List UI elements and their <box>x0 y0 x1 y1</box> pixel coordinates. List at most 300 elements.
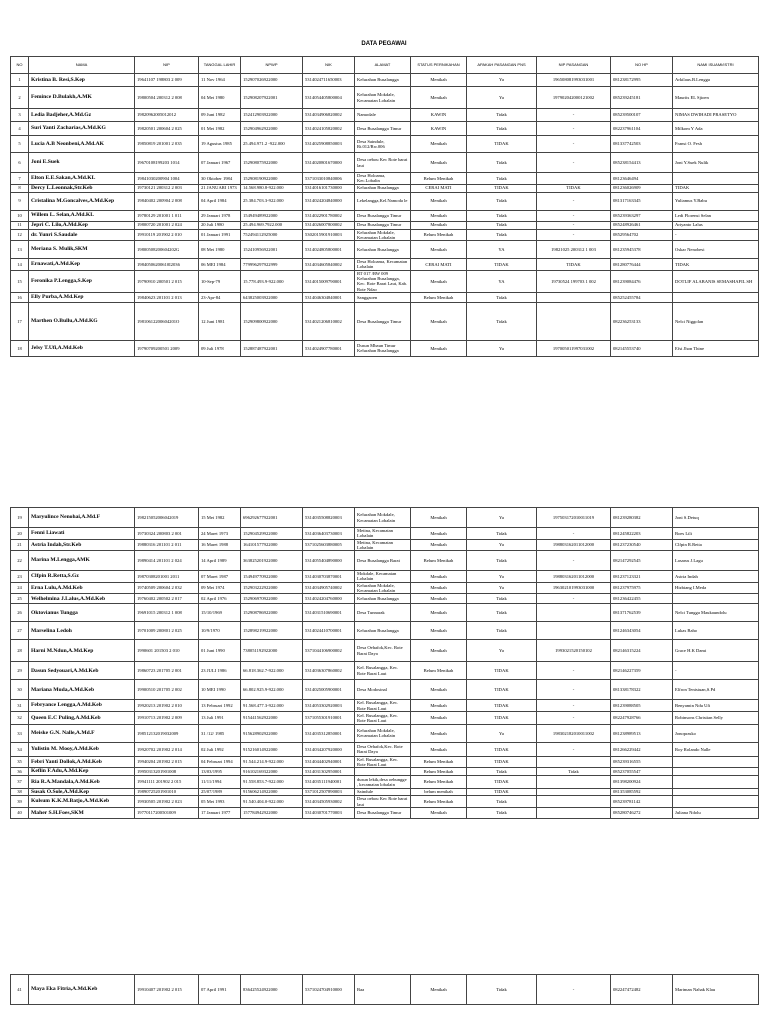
cell-nik: 5314024204760000 <box>303 594 355 604</box>
cell-no: 9 <box>11 192 29 210</box>
cell-pasangan: Arkilaus.B.Lengga <box>673 74 759 87</box>
cell-alamat: Desa Holoama, Kecamatan Lobalain <box>355 259 411 271</box>
cell-nama: Suri Yanti Zacharias,A.Md.KG <box>29 122 135 136</box>
cell-status: Belum Menikah <box>411 796 467 808</box>
cell-nama: Cristalina M.Goncalves,A.Md.Kep <box>29 192 135 210</box>
cell-nip: 19670108199203 1014 <box>135 153 199 173</box>
cell-tgl: 21 JANUARI 1973 <box>199 184 241 192</box>
cell-alamat: Kelurahan Mokdale, Kecamatan Lobalain <box>355 724 411 742</box>
table-row <box>11 788 759 795</box>
employee-table-page-3 <box>10 974 759 1005</box>
cell-tgl: 07 Maret 1987 <box>199 571 241 583</box>
cell-alamat: Desa Busalangga Timur <box>355 807 411 818</box>
cell-status: Menikah <box>411 340 467 356</box>
cell-alamat: Desa Tunnarak <box>355 604 411 622</box>
cell-npwp: 915628902922000 <box>241 724 303 742</box>
cell-nip_p: 19821025 200312 1 003 <box>537 241 611 259</box>
cell-no: 22 <box>11 551 29 571</box>
table-row <box>11 756 759 768</box>
cell-pns: Ya <box>467 340 537 356</box>
table-row <box>11 700 759 712</box>
cell-pns: Tidak <box>467 229 537 241</box>
cell-hp: 085238154413 <box>611 153 673 173</box>
cell-status: Menikah <box>411 192 467 210</box>
cell-pasangan <box>673 768 759 775</box>
table-row <box>11 136 759 153</box>
cell-nama: Elly Purba,A.Md.Kep <box>29 292 135 302</box>
cell-nip_p <box>537 788 611 795</box>
cell-pasangan: Robinsons Christian Selly <box>673 711 759 724</box>
column-header: STATUS PERNIKAHAN <box>411 57 467 74</box>
cell-pasangan: Nelci Tungga Maukaundolu <box>673 604 759 622</box>
cell-tgl: 07 April 1991 <box>199 975 241 1005</box>
cell-tgl: 09 Juli 1978 <box>199 340 241 356</box>
cell-pasangan: Efsi Jhon Thine <box>673 340 759 356</box>
cell-hp: 085239316555 <box>611 756 673 768</box>
cell-pns: TIDAK <box>467 742 537 756</box>
cell-npwp: 152412903922000 <box>241 109 303 122</box>
cell-nip: 19910407 201902 2 015 <box>135 975 199 1005</box>
cell-pns: TIDAK <box>467 259 537 271</box>
cell-no: 40 <box>11 807 29 818</box>
cell-nip_p: TIDAK <box>537 259 611 271</box>
cell-pasangan <box>673 796 759 808</box>
cell-alamat: Kelurahan Mokdale, Kecamatan Lobalain <box>355 229 411 241</box>
cell-status: Menikah <box>411 680 467 700</box>
cell-nama: Marselina Ledoh <box>29 622 135 640</box>
cell-nip_p: - <box>537 662 611 680</box>
cell-nik: 5371012507890003 <box>303 788 355 795</box>
cell-nik: 5314031510690001 <box>303 604 355 622</box>
cell-nip_p: 196302101993031000 <box>537 582 611 594</box>
cell-npwp: 915216014922000 <box>241 742 303 756</box>
cell-nip: 19940204 201902 2 015 <box>135 756 199 768</box>
cell-tgl: 07 Januari 1967 <box>199 153 241 173</box>
cell-npwp: 66.818.362.7-922.000 <box>241 662 303 680</box>
cell-nip_p: - <box>537 975 611 1005</box>
cell-no: 37 <box>11 775 29 788</box>
cell-nik: 5314022901780002 <box>303 210 355 221</box>
cell-pasangan <box>673 173 759 185</box>
cell-tgl: 25/07/1989 <box>199 788 241 795</box>
cell-status: Menikah <box>411 528 467 540</box>
cell-nip: 19770117200501009 <box>135 807 199 818</box>
cell-hp: 081237123321 <box>611 571 673 583</box>
cell-nik: 5314015009790001 <box>303 270 355 292</box>
cell-hp: 082147292545 <box>611 551 673 571</box>
cell-nip: 19930505 201902 2 023 <box>135 796 199 808</box>
cell-pasangan: Roy Rolando Nalle <box>673 742 759 756</box>
cell-nip: 19800720 201001 2 024 <box>135 221 199 229</box>
cell-tgl: 24 Maret 1973 <box>199 528 241 540</box>
cell-no: 18 <box>11 340 29 356</box>
cell-nip_p: TIDAK <box>537 184 611 192</box>
cell-hp: 081238172995 <box>611 74 673 87</box>
cell-hp: 082145553740 <box>611 340 673 356</box>
table-row <box>11 173 759 185</box>
cell-alamat: Kelurahan Busalangga <box>355 622 411 640</box>
cell-nip: 19701009 200801 2 025 <box>135 622 199 640</box>
cell-pasangan: NIMAS DWIHADI PRASETYO <box>673 109 759 122</box>
cell-no: 1 <box>11 74 29 87</box>
cell-alamat: Desa oebou Kec Rote barat laut <box>355 153 411 173</box>
cell-pns: TIDAK <box>467 136 537 153</box>
cell-npwp: 152908190922000 <box>241 173 303 185</box>
cell-status: Menikah <box>411 711 467 724</box>
cell-no: 6 <box>11 153 29 173</box>
cell-nik: 5314046304840001 <box>303 292 355 302</box>
cell-nip: 19910713 201902 2 009 <box>135 711 199 724</box>
table-row <box>11 622 759 640</box>
table-header-row <box>11 57 759 74</box>
table-row <box>11 87 759 109</box>
cell-status: Menikah <box>411 508 467 528</box>
cell-nip: 19730324 200803 2 001 <box>135 528 199 540</box>
cell-nip: 19780129 201001 1 011 <box>135 210 199 221</box>
cell-nik: 5314024410700001 <box>303 622 355 640</box>
cell-nama: Kristina B. Resi,S.Kep <box>29 74 135 87</box>
cell-pasangan: TIDAK <box>673 259 759 271</box>
cell-nip: 19810612200604201O <box>135 302 199 340</box>
cell-no: 7 <box>11 173 29 185</box>
cell-nip_p <box>537 173 611 185</box>
cell-status: Menikah <box>411 594 467 604</box>
cell-no: 12 <box>11 229 29 241</box>
cell-npwp: 779996297922999 <box>241 259 303 271</box>
cell-nama: Clfpin R.Retta,S.Gz <box>29 571 135 583</box>
cell-alamat: Kelurahan Busalangga <box>355 594 411 604</box>
cell-status: Menikah <box>411 302 467 340</box>
cell-pns: TIDAK <box>467 184 537 192</box>
cell-nama: Femince D.Bulakh,A.MK <box>29 87 135 109</box>
cell-no: 14 <box>11 259 29 271</box>
cell-tgl: 10/9/1970 <box>199 622 241 640</box>
cell-npwp: 91.544.214.9-922.000 <box>241 756 303 768</box>
cell-tgl: 29 Januari 1978 <box>199 210 241 221</box>
cell-alamat: Kel. Busalangga, Kec. Rote Barat Laut <box>355 662 411 680</box>
cell-hp: 082247472482 <box>611 975 673 1005</box>
cell-nip_p: - <box>537 210 611 221</box>
cell-pns: Tidak <box>467 594 537 604</box>
cell-nip_p: - <box>537 528 611 540</box>
cell-pasangan: Fransi O. Fesh <box>673 136 759 153</box>
cell-npwp: 152909800922000 <box>241 302 303 340</box>
cell-nip: 19820962005012012 <box>135 109 199 122</box>
table-row <box>11 241 759 259</box>
cell-alamat: Desa Saindule, Rt.012/Rw.006 <box>355 136 411 153</box>
cell-nip_p: - <box>537 700 611 712</box>
cell-pasangan: Lukas Baho <box>673 622 759 640</box>
cell-hp: 081236422455 <box>611 594 673 604</box>
cell-no: 13 <box>11 241 29 259</box>
cell-pasangan: Lasarus J.Lagu <box>673 551 759 571</box>
table-row <box>11 768 759 775</box>
cell-hp: 082146315224 <box>611 640 673 662</box>
cell-nip: 19730121 200312 2 003 <box>135 184 199 192</box>
cell-nip_p: 198302182010011002 <box>537 724 611 742</box>
cell-pasangan: Oskar Nenobesi <box>673 241 759 259</box>
cell-status: Menikah <box>411 571 467 583</box>
cell-npwp: 152410956922001 <box>241 241 303 259</box>
cell-no: 38 <box>11 788 29 795</box>
cell-nik: 5314036307860002 <box>303 662 355 680</box>
cell-npwp: 91.540.404.0-922.000 <box>241 796 303 808</box>
cell-pns: Tidak <box>467 122 537 136</box>
table-row <box>11 74 759 87</box>
cell-npwp: 25.494.969.7922.000 <box>241 221 303 229</box>
cell-hp: 08529564702 <box>611 229 673 241</box>
cell-pasangan: Yuliamus Y.Babu <box>673 192 759 210</box>
cell-hp: 081238989513 <box>611 724 673 742</box>
cell-nik: 5371033010840006 <box>303 173 355 185</box>
cell-tgl: 08 Mei 1980 <box>199 241 241 259</box>
column-header: NAMI ISUAMI/ISTRI <box>673 57 759 74</box>
cell-hp: 085280746272 <box>611 807 673 818</box>
cell-pns: Tidak <box>467 796 537 808</box>
cell-nama: Joni E.Suek <box>29 153 135 173</box>
cell-alamat: Baa <box>355 975 411 1005</box>
cell-nama: Meriana S. Mulik,SKM <box>29 241 135 259</box>
cell-pns: Tidak <box>467 192 537 210</box>
cell-tgl: 10 MEI 1990 <box>199 680 241 700</box>
cell-nip: 19950313201901008 <box>135 768 199 775</box>
cell-nama: Erna Lulu,A.Md.Keb <box>29 582 135 594</box>
cell-alamat: Lekelangga,Kel.Namoda le <box>355 192 411 210</box>
cell-nip_p <box>537 622 611 640</box>
cell-nip: 19790910 200501 2 015 <box>135 270 199 292</box>
cell-nik: 5314035312850001 <box>303 724 355 742</box>
cell-no: 36 <box>11 768 29 775</box>
cell-npwp: 152908786922000 <box>241 604 303 622</box>
cell-nama: Maya Eka Fitria,A.Md.Keb <box>29 975 135 1005</box>
cell-nip: 19800504 200312 2 008 <box>135 87 199 109</box>
cell-tgl: 01 Juni 1990 <box>199 640 241 662</box>
cell-alamat: Namodale <box>355 109 411 122</box>
cell-pasangan: Elfron Tenistuan,S.Pd <box>673 680 759 700</box>
cell-hp: 081237975975 <box>611 582 673 594</box>
cell-hp: 081338178322 <box>611 680 673 700</box>
cell-nama: Willem L. Selan,A.Md.KL <box>29 210 135 221</box>
cell-pns: Ya <box>467 571 537 583</box>
cell-npwp: 157784942922000 <box>241 807 303 818</box>
cell-pasangan: Ledi Florensi Selan <box>673 210 759 221</box>
cell-pasangan <box>673 788 759 795</box>
cell-nik: 5314024805800001 <box>303 241 355 259</box>
cell-pasangan: TIDAK <box>673 184 759 192</box>
cell-no: 21 <box>11 539 29 551</box>
cell-pns: Tidak <box>467 153 537 173</box>
employee-table-page-2 <box>10 507 759 819</box>
cell-status: Belum Menikah <box>411 229 467 241</box>
cell-no: 5 <box>11 136 29 153</box>
cell-pasangan <box>673 756 759 768</box>
cell-pns: Tidak <box>467 604 537 622</box>
cell-npwp: 915441562922000 <box>241 711 303 724</box>
cell-nama: Maryulince Nenohai,A.Md.F <box>29 508 135 528</box>
cell-no: 34 <box>11 742 29 756</box>
cell-nik: 5314026007800002 <box>303 221 355 229</box>
cell-nip: 19941111 201902 2 015 <box>135 775 199 788</box>
cell-pasangan: Mariman Nahak Klau <box>673 975 759 1005</box>
cell-hp: 081236026909 <box>611 184 673 192</box>
cell-pns: TIDAK <box>467 756 537 768</box>
cell-nip_p: 198803162011012000 <box>537 571 611 583</box>
cell-pns: YA <box>467 241 537 259</box>
table-row <box>11 604 759 622</box>
cell-status: Menikah <box>411 975 467 1005</box>
cell-hp: 085239245181 <box>611 87 673 109</box>
cell-no: 3 <box>11 109 29 122</box>
cell-npwp: 25.494.971.2 -922.000 <box>241 136 303 153</box>
cell-status: Menikah <box>411 241 467 259</box>
cell-alamat: Metina, Kecamatan Lobalain <box>355 539 411 551</box>
cell-nip: 19840623 201101 2 013 <box>135 292 199 302</box>
cell-nama: Keflin F.Adu,A.Md.Kep <box>29 768 135 775</box>
cell-nik: 5371044106900002 <box>303 640 355 662</box>
cell-nama: Fenni Liawati <box>29 528 135 540</box>
table-row <box>11 711 759 724</box>
cell-pasangan: Benyamin Ndu Ufi <box>673 700 759 712</box>
cell-nik: 5314053302920003 <box>303 700 355 712</box>
cell-status: Belum Menikah <box>411 551 467 571</box>
column-header: NAMA <box>29 57 135 74</box>
cell-alamat: Kelurahan Mokdale, Kecamatan Lobalain <box>355 582 411 594</box>
table-row <box>11 122 759 136</box>
cell-pns: TIDAK <box>467 700 537 712</box>
cell-nama: Elton E.E.Sakan,A.Md.KL <box>29 173 135 185</box>
cell-status: Menikah <box>411 74 467 87</box>
cell-no: 8 <box>11 184 29 192</box>
cell-npwp: 738051192922000 <box>241 640 303 662</box>
cell-alamat: Kel. Busalangga, Kec. Rote Barat Laut <box>355 700 411 712</box>
cell-pns: Tidak <box>467 807 537 818</box>
cell-npwp: 164101577922000 <box>241 539 303 551</box>
cell-tgl: 17 Januari 1977 <box>199 807 241 818</box>
cell-pasangan: Clfpin R.Retta <box>673 539 759 551</box>
table-row <box>11 109 759 122</box>
cell-tgl: 19 Agustus 1985 <box>199 136 241 153</box>
cell-alamat: Kelurahan Busalangga <box>355 184 411 192</box>
table-row <box>11 551 759 571</box>
table-row <box>11 775 759 788</box>
cell-alamat: Kelurahan Busalangga <box>355 74 411 87</box>
cell-tgl: 20 Juli 1980 <box>199 221 241 229</box>
cell-nik: 5314034905740002 <box>303 582 355 594</box>
cell-alamat <box>355 768 411 775</box>
cell-pasangan: Jonoprasko <box>673 724 759 742</box>
cell-npwp: 643825003922000 <box>241 292 303 302</box>
cell-tgl: 30 Oktober 1984 <box>199 173 241 185</box>
cell-pns: Ya <box>467 87 537 109</box>
cell-alamat: Desa Busalangga Timur <box>355 302 411 340</box>
cell-no: 2 <box>11 87 29 109</box>
cell-alamat: Mokdale, Kecamatan Lobalain <box>355 571 411 583</box>
cell-nip_p: - <box>537 109 611 122</box>
cell-tgl: 15 Mei 1982 <box>199 508 241 528</box>
cell-hp: 08123646494 <box>611 173 673 185</box>
cell-nama: Jepri C. Lilo,A.Md.Kep <box>29 221 135 229</box>
cell-hp: 085252455784 <box>611 292 673 302</box>
cell-nip: 19850819 201001 2 035 <box>135 136 199 153</box>
cell-nama: Jelsy T.Ufi,A.Md.Keb <box>29 340 135 356</box>
column-header: TANGGAL LAHIR <box>199 57 241 74</box>
column-header: NIP PASANGAN <box>537 57 611 74</box>
cell-nik: 5314024105820002 <box>303 122 355 136</box>
cell-pns: Tidak <box>467 292 537 302</box>
cell-alamat: Kelurahan Busalangga <box>355 241 411 259</box>
cell-status: Belum Menikah <box>411 292 467 302</box>
cell-nik: 5314034906820002 <box>303 109 355 122</box>
cell-nik: 5302015901910003 <box>303 229 355 241</box>
cell-nip_p: 198803162011012000 <box>537 539 611 551</box>
cell-npwp: 66.802.925.9-922.000 <box>241 680 303 700</box>
cell-nip_p: - <box>537 153 611 173</box>
cell-hp: 081317163345 <box>611 192 673 210</box>
cell-hp: 085237055547 <box>611 768 673 775</box>
cell-nama: Susak O.Sole,A.Md.Kep <box>29 788 135 795</box>
page-title: DATA PEGAWAI <box>361 41 407 47</box>
cell-nip_p <box>537 604 611 622</box>
cell-tgl: 31 /12/ 1985 <box>199 724 241 742</box>
cell-pns: Tidak <box>467 210 537 221</box>
table-row <box>11 229 759 241</box>
cell-nama: Ernawati,A.Md.Kep <box>29 259 135 271</box>
cell-nik: 5314030701770003 <box>303 807 355 818</box>
cell-npwp: 696292677922001 <box>241 508 303 528</box>
cell-alamat: Desa Modosinal <box>355 680 411 700</box>
column-header: ALAMAT <box>355 57 411 74</box>
cell-hp: 081239088505 <box>611 700 673 712</box>
cell-no: 31 <box>11 700 29 712</box>
cell-nip: 19840506200610I2036 <box>135 259 199 271</box>
cell-nik: 5314025908850003 <box>303 136 355 153</box>
cell-pns: Tidak <box>467 302 537 340</box>
cell-nip: 19740509 200604 2 032 <box>135 582 199 594</box>
cell-status: Menikah <box>411 724 467 742</box>
cell-nip: 19870308201001 2011 <box>135 571 199 583</box>
cell-nip_p: 197503172010011019 <box>537 508 611 528</box>
cell-hp: 085239500107 <box>611 109 673 122</box>
cell-tgl: 15/10/1969 <box>199 604 241 622</box>
cell-status: Menikah <box>411 622 467 640</box>
cell-no: 41 <box>11 975 29 1005</box>
cell-tgl: 11/11/1994 <box>199 775 241 788</box>
cell-status: Menikah <box>411 582 467 594</box>
cell-pns: Tidak <box>467 173 537 185</box>
cell-tgl: 14 April 1989 <box>199 551 241 571</box>
cell-status: Menikah <box>411 640 467 662</box>
cell-pasangan: Hizbiang I.Meda <box>673 582 759 594</box>
cell-hp: 082146227359 <box>611 662 673 680</box>
cell-hp: 085239363297 <box>611 210 673 221</box>
cell-hp: 085239781142 <box>611 796 673 808</box>
cell-nip: 19890725201901010 <box>135 788 199 795</box>
cell-pasangan <box>673 292 759 302</box>
cell-pns: Tidak <box>467 221 537 229</box>
cell-hp: 081337742503 <box>611 136 673 153</box>
cell-npwp: 916102169322000 <box>241 768 303 775</box>
cell-npwp: 363825201922000 <box>241 551 303 571</box>
cell-nama: Yulistin M. Mooy,A.Md.Keb <box>29 742 135 756</box>
table-row <box>11 742 759 756</box>
cell-nik: 5314016101730000 <box>303 184 355 192</box>
cell-status: Belum Menikah <box>411 756 467 768</box>
cell-nama: Ledia Badjeher,A.Md.Gz <box>29 109 135 122</box>
cell-tgl: 13/03/1995 <box>199 768 241 775</box>
cell-pns: Ya <box>467 640 537 662</box>
cell-nip: 19910119 201902 2 010 <box>135 229 199 241</box>
cell-tgl: 09 Mei 1974 <box>199 582 241 594</box>
